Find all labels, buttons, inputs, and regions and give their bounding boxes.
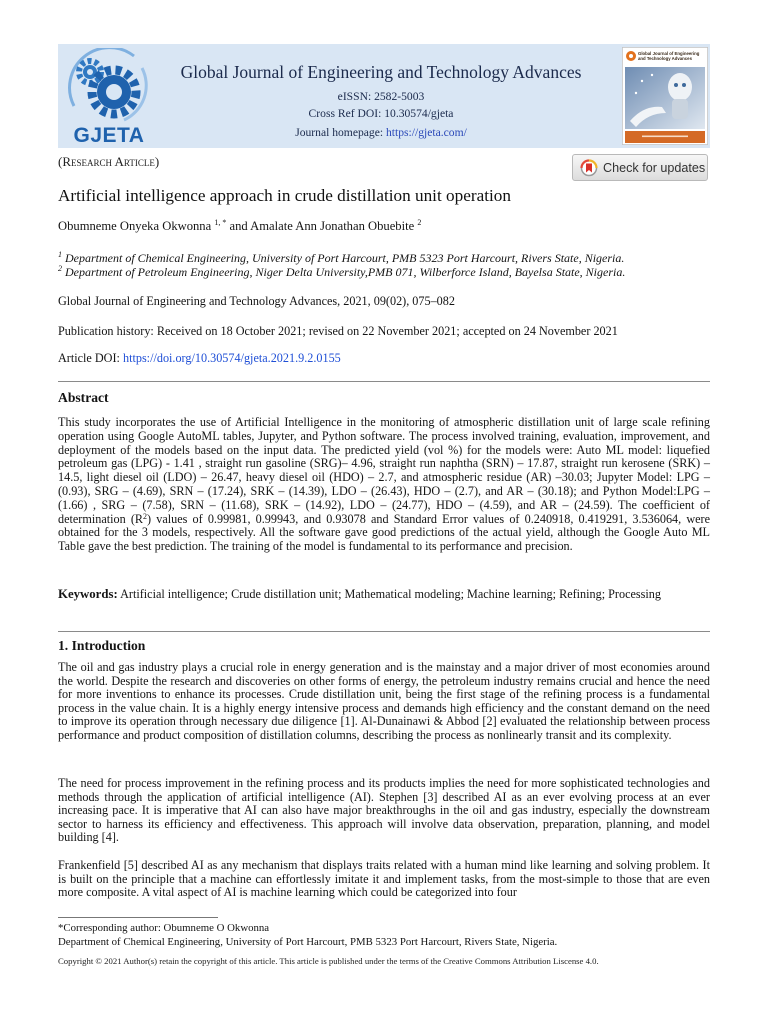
affiliation-number: 1 [58,250,62,259]
section-heading-introduction: 1. Introduction [58,638,146,653]
affiliation-text: Department of Petroleum Engineering, Niger Delta University,PMB 071, Wilberforce Island, Bayelsa State, Nigeria. [65,265,626,279]
doi-label: Article DOI: [58,351,123,365]
author-affiliation-mark: 1, * [214,218,227,227]
keywords-label: Keywords: [58,587,118,601]
r-squared-superscript: 2 [143,511,148,521]
homepage-link[interactable]: https://gjeta.com/ [385,126,467,139]
divider [58,381,710,382]
paragraph: The oil and gas industry plays a crucial role in energy generation and is the mainstay and a major driver of most economies around the world. Despite the research and discoveries on other forms of energy, the petroleum industry remains crucial and hence the need for more inventions to enhance its processes. Crude distillation unit, being the first stage of the refining process is a fundamental process in the value chain. It is a highly energy intensive process and demands high efficiency and the constant demand on the need to improve its operation through necessary due diligence [1]. Al-Dunainawi & Abbod [2] evaluated the relationship between process performance and product composition of distillation columns, describing the process as nonlinearly transit and its complexity. [58,660,710,742]
abstract-heading: Abstract [58,390,109,405]
eissn: eISSN: 2582-5003 [337,90,425,103]
author-name: Amalate Ann Jonathan Obuebite [250,219,415,233]
author-name: Obumneme Onyeka Okwonna [58,219,212,233]
abstract-text [58,416,710,554]
journal-citation: Global Journal of Engineering and Technology Advances, 2021, 09(02), 075–082 [58,294,455,308]
keywords-list: Artificial intelligence; Crude distillation unit; Mathematical modeling; Machine learning; Refining; Processing [120,587,661,601]
paragraph: The need for process improvement in the refining process and its products implies the need for more sophisticated technologies and methods through the application of artificial intelligence (AI). Stephen [3] described AI as an ever evolving process at an ever increasing pace. It is imperative that AI can also have major breakthroughs in the oil and gas industry, especially the downstream sector to harness its efficiency and effectiveness. This approach will involve data observation, preparation, planning, and model building [4]. [58,776,710,844]
footnote-divider [58,917,218,918]
paragraph: Frankenfield [5] described AI as any mechanism that displays traits related with a human mind like learning and solving problem. It is built on the principle that a machine can effortlessly imitate it and implement tasks, from the most-simple to those that are even more composite. A vital aspect of AI is machine learning which could be categorized into four [58,858,710,899]
article-title: Artificial intelligence approach in crude distillation unit operation [58,186,511,205]
publication-history: Publication history: Received on 18 October 2021; revised on 22 November 2021; accepted on 24 November 2021 [58,324,618,338]
journal-cover[interactable] [622,47,708,145]
journal-title: Global Journal of Engineering and Technology Advances [180,62,582,82]
article-type: (Research Article) [58,154,160,169]
copyright-notice: Copyright © 2021 Author(s) retain the copyright of this article. This article is published under the terms of the Creative Commons Attribution Liscense 4.0. [58,956,599,966]
check-for-updates-label: Check for updates [603,160,706,175]
affiliation [58,265,625,280]
abstract-text-part: ) values of 0.99981, 0.99943, and 0.93078 and Standard Error values of 0.240918, 0.419291, 3.536064, were obtained for the 3 models, respectively. All the software gave good predictions of the actual yield, although the Google Auto ML Table gave the best prediction. The training of the model is fundamental to its performance and precision. [58,511,711,554]
affiliation-text: Department of Chemical Engineering, University of Port Harcourt, PMB 5323 Port Harcourt, Rivers State, Nigeria. [65,251,625,265]
article-doi [58,351,341,366]
cover-image [622,47,708,145]
logo-wordmark: GJETA [73,124,145,147]
check-for-updates-button[interactable] [572,154,708,181]
affiliation [58,251,624,266]
cover-title: Global Journal of Engineering and Technology Advances [638,51,700,61]
journal-homepage [158,126,604,139]
doi-link[interactable]: https://doi.org/10.30574/gjeta.2021.9.2.0155 [122,351,341,365]
keywords [58,587,710,601]
author-affiliation-mark: 2 [417,218,422,227]
crossmark-icon [580,159,598,177]
affiliation-number: 2 [58,264,62,273]
author-list [58,219,421,234]
corresponding-address: Department of Chemical Engineering, University of Port Harcourt, PMB 5323 Port Harcourt, Rivers State, Nigeria. [58,936,558,948]
divider [58,631,710,632]
gear-icon [64,48,154,124]
homepage-label: Journal homepage: [295,126,386,139]
journal-logo[interactable] [64,48,154,146]
abstract-text-part: This study incorporates the use of Artificial Intelligence in the monitoring of atmospheric distillation unit of large scale refining operation using Google AutoML tables, Jupyter, and Python software. The process involved training, evaluation, improvement, and deployment of the models based on the input data. The predicted yield (vol %) for the models were: Auto ML model: liquefied petroleum gas (LPG) - 1.41 , straight run gasoline (SRG)– 4.96, straight run naphtha (SRN) – 17.87, straight run kerosene (SRK) – 14.5, light diesel oil (LDO) – 26.47, heavy diesel oil (HDO) – 2.7, and atmospheric residue (AR) –30.03; Jupyter Model: LPG – (0.93), SRG – (4.69), SRN – (17.24), SRK – (14.39), LDO – (26.43), HDO – (2.7), and AR – (30.18); and Python Model:LPG – (1.66) , SRG – (7.58), SRN – (11.68), SRK – (14.92), LDO – (24.77), HDO – (4.59), and AR – (24.59). The coefficient of determination (R [58,415,710,526]
journal-header [58,44,710,148]
crossref-doi: Cross Ref DOI: 10.30574/gjeta [308,107,454,120]
author-joiner: and [229,219,248,233]
corresponding-author: *Corresponding author: Obumneme O Okwonna [58,922,270,934]
